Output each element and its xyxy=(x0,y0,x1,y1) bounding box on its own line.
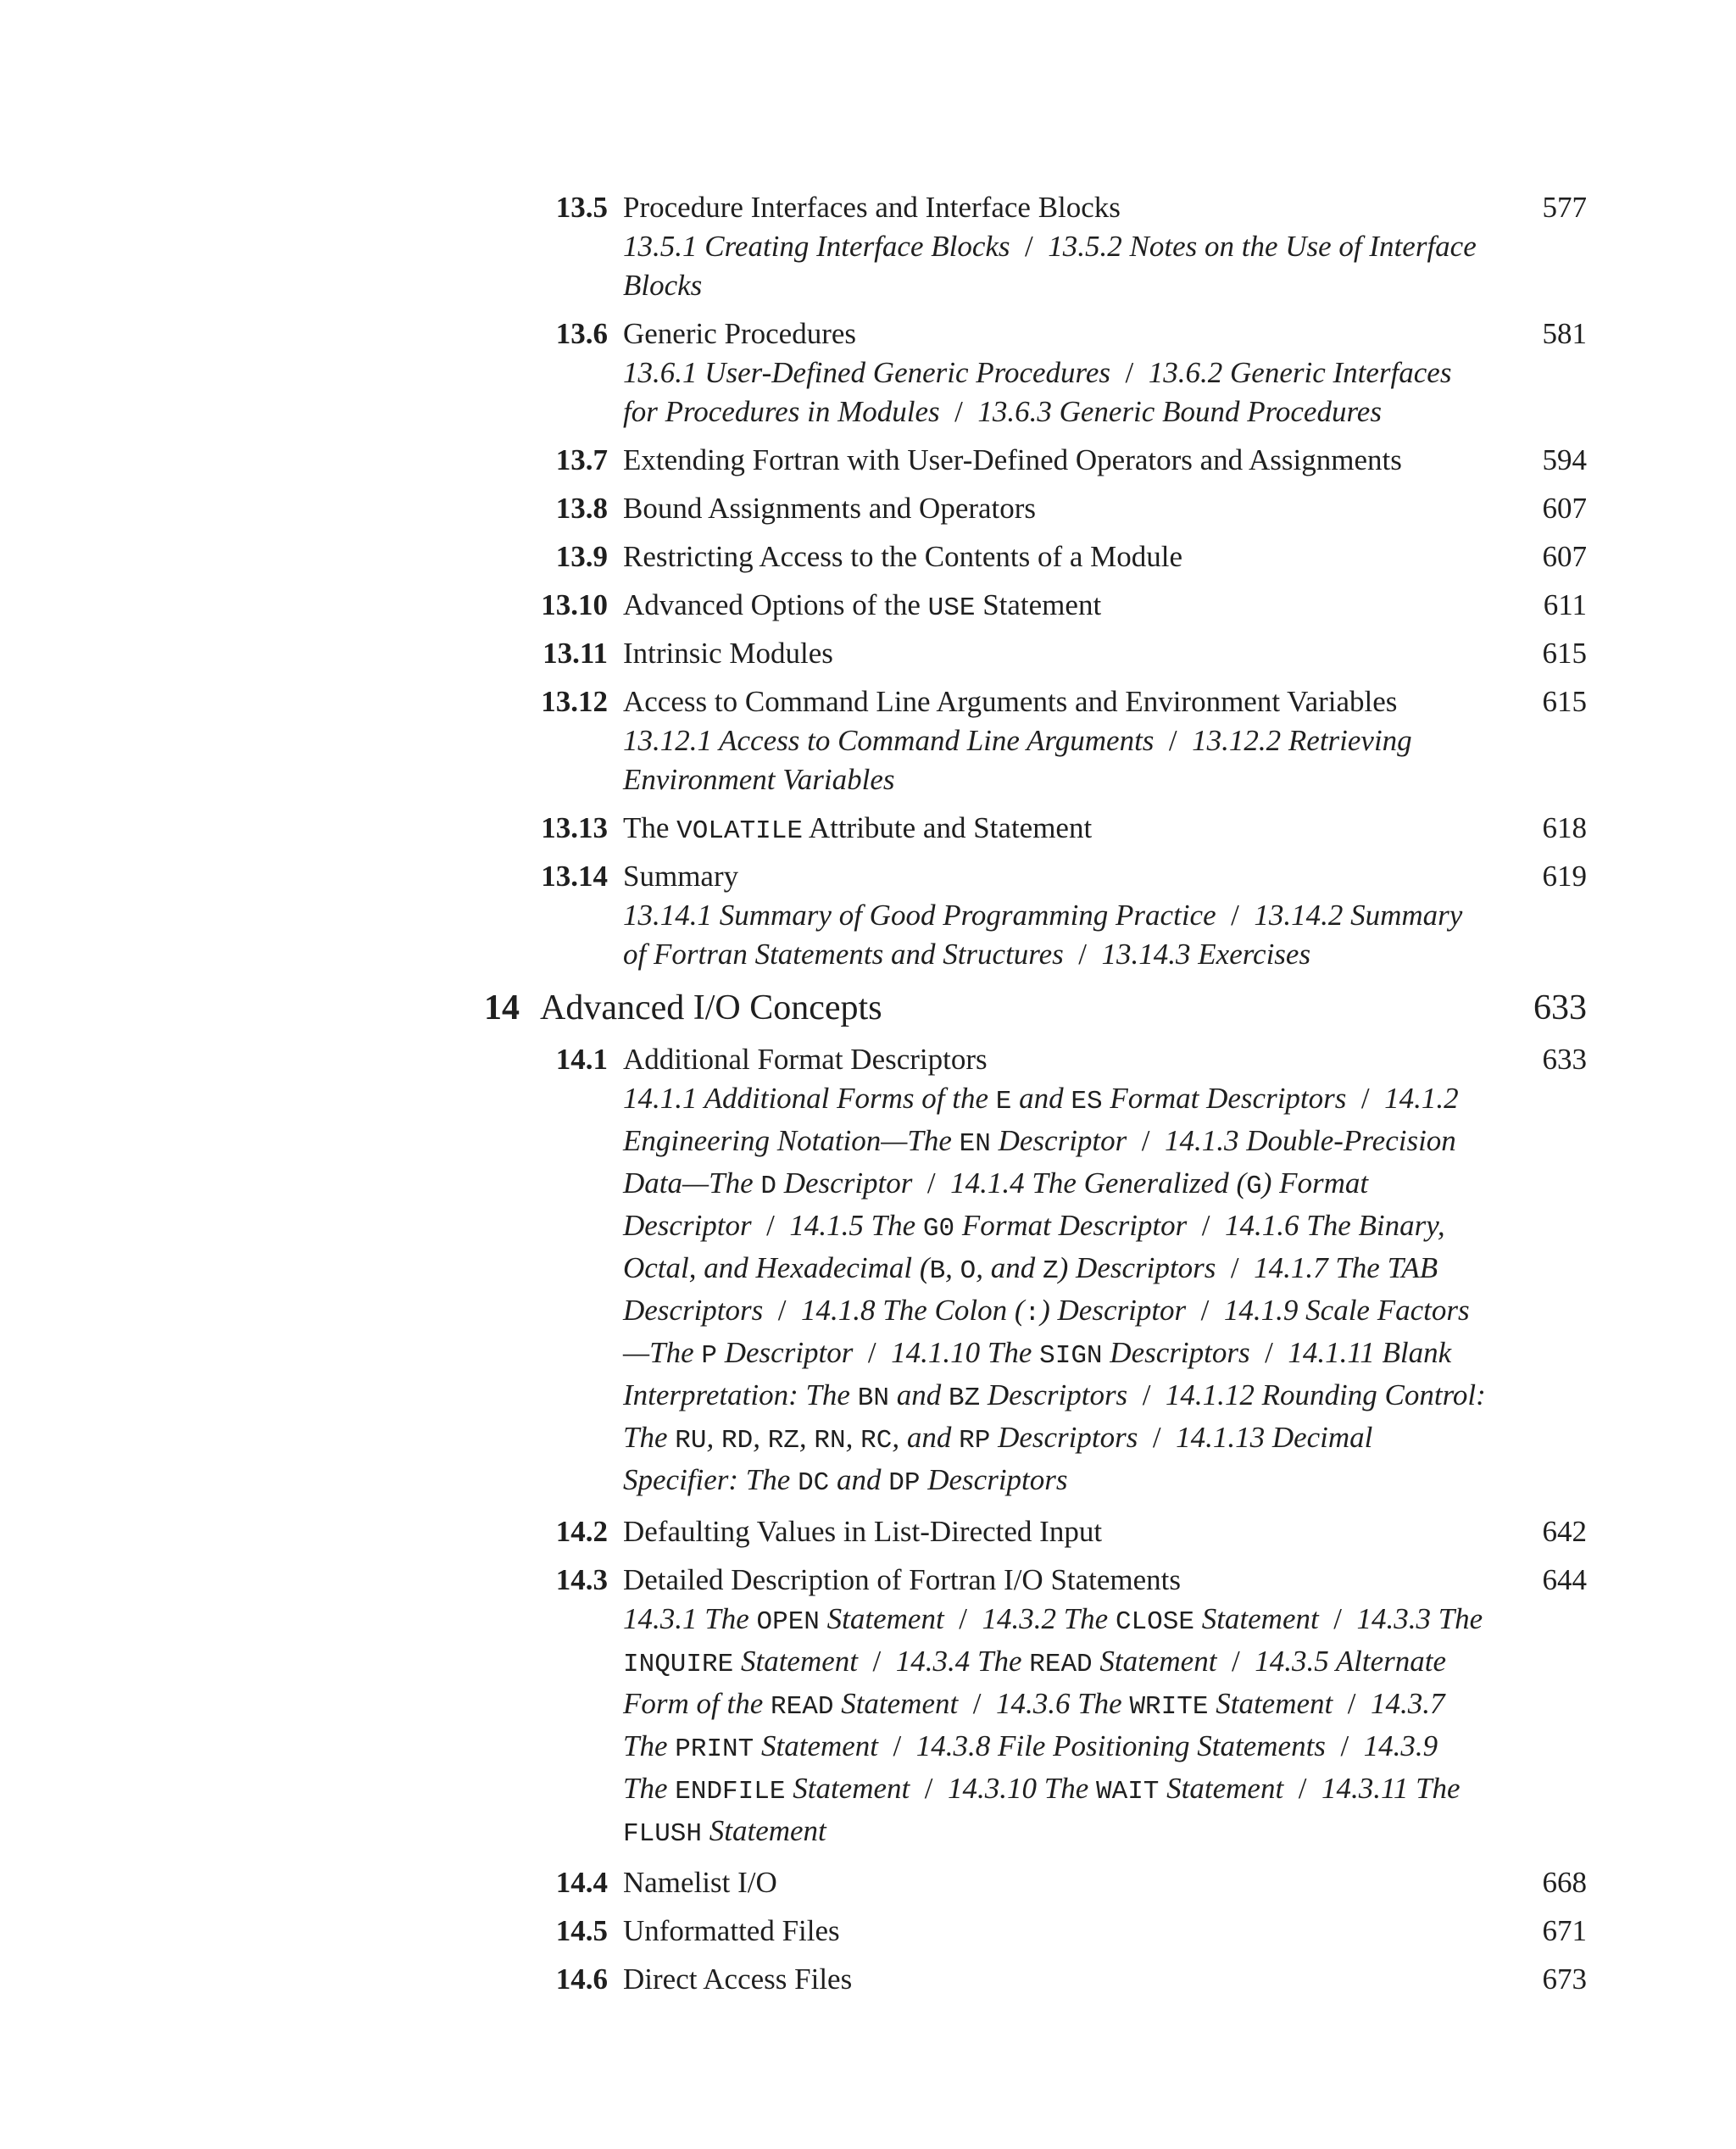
subsection-text: 13.14.2 Summary of Fortran Statements and Structures xyxy=(623,899,1463,971)
subsection-text: and xyxy=(829,1463,889,1496)
subsection-text: ) Descriptors xyxy=(1058,1251,1216,1284)
toc-heading-row xyxy=(0,489,1736,528)
page-number: 668 xyxy=(1542,1866,1587,1899)
code-term: Z xyxy=(1043,1256,1059,1286)
subsection-text: Statement xyxy=(754,1729,879,1762)
subsection-separator: / xyxy=(912,1166,951,1200)
title-text: The xyxy=(623,811,677,844)
subsection-text: 14.1.9 Scale Factors—The xyxy=(623,1294,1470,1369)
section-number: 14.1 xyxy=(555,1043,608,1076)
subsection-text: 13.6.2 Generic Interfaces for Procedures in Modules xyxy=(623,356,1452,428)
code-term: PRINT xyxy=(675,1734,754,1764)
subsection-text: 14.3.4 The xyxy=(895,1645,1030,1678)
toc-section[interactable] xyxy=(0,1863,1736,1902)
subsection-text: 14.1.2 Engineering Notation—The xyxy=(623,1082,1459,1157)
subsection-text: 13.14.3 Exercises xyxy=(1101,938,1311,971)
section-number: 14.4 xyxy=(555,1866,608,1899)
table-of-contents xyxy=(0,188,1736,2008)
subsection-separator: / xyxy=(1216,899,1255,932)
subsection-text: 14.1.7 The TAB Descriptors xyxy=(623,1251,1438,1327)
code-term: DP xyxy=(888,1468,921,1498)
section-title xyxy=(623,1561,1181,1600)
subsection-item[interactable] xyxy=(623,1082,1346,1115)
code-term: RN xyxy=(814,1426,846,1456)
code-term: WAIT xyxy=(1096,1777,1160,1807)
page-number: 633 xyxy=(1542,1043,1587,1076)
section-title xyxy=(623,1863,777,1902)
section-number: 13.13 xyxy=(541,811,608,844)
subsection-separator: / xyxy=(1127,1124,1166,1157)
section-number: 13.8 xyxy=(555,492,608,525)
toc-heading-row xyxy=(0,682,1736,721)
title-text: Intrinsic Modules xyxy=(623,637,833,670)
toc-section[interactable] xyxy=(0,441,1736,480)
page-number: 673 xyxy=(1542,1962,1587,1996)
toc-heading-row xyxy=(0,1561,1736,1600)
subsection-separator: / xyxy=(878,1729,916,1762)
toc-heading-row xyxy=(0,1863,1736,1902)
subsection-text: , xyxy=(945,1251,960,1284)
subsection-item[interactable] xyxy=(623,724,1154,757)
toc-heading-row xyxy=(0,1040,1736,1079)
code-term: RU xyxy=(675,1426,707,1456)
subsection-item[interactable] xyxy=(916,1729,1326,1762)
subsection-separator: / xyxy=(1216,1645,1255,1678)
code-term: CLOSE xyxy=(1115,1607,1194,1637)
page-number: 594 xyxy=(1542,443,1587,476)
subsection-separator: / xyxy=(943,1602,982,1635)
toc-section[interactable] xyxy=(0,1561,1736,1854)
title-text: Procedure Interfaces and Interface Blocks xyxy=(623,191,1121,224)
subsection-text: 14.3.8 File Positioning Statements xyxy=(915,1729,1326,1762)
subsection-text: 13.5.1 Creating Interface Blocks xyxy=(623,230,1010,263)
toc-section[interactable] xyxy=(0,1960,1736,1999)
title-text: Access to Command Line Arguments and Environment Variables xyxy=(623,685,1398,718)
toc-heading-row xyxy=(0,188,1736,227)
title-text: Extending Fortran with User-Defined Operators and Assignments xyxy=(623,443,1402,476)
subsection-text: 14.1.4 The Generalized ( xyxy=(950,1166,1247,1200)
code-term: ENDFILE xyxy=(675,1777,786,1807)
subsection-text: 13.5.2 Notes on the Use of Interface Blocks xyxy=(623,230,1477,302)
section-title xyxy=(623,1960,852,1999)
toc-section[interactable] xyxy=(0,809,1736,848)
subsection-separator: / xyxy=(1325,1729,1364,1762)
code-term: BZ xyxy=(948,1383,981,1413)
section-number: 13.5 xyxy=(555,191,608,224)
page-number: 633 xyxy=(1533,988,1587,1027)
subsection-text: 14.1.13 Decimal Specifier: The xyxy=(623,1421,1373,1496)
section-number: 13.14 xyxy=(541,860,608,893)
subsection-item[interactable] xyxy=(801,1294,1186,1327)
subsection-item[interactable] xyxy=(896,1645,1217,1678)
subsection-text: 14.3.9 The xyxy=(623,1729,1438,1805)
section-number: 13.6 xyxy=(555,317,608,350)
title-text: Restricting Access to the Contents of a Module xyxy=(623,540,1183,573)
subsection-text: Statement xyxy=(819,1602,944,1635)
subsection-text: 14.1.8 The Colon ( xyxy=(801,1294,1025,1327)
page-number: 607 xyxy=(1542,492,1587,525)
section-title xyxy=(623,188,1121,227)
section-title xyxy=(623,1912,840,1951)
section-number: 14.2 xyxy=(555,1515,608,1548)
code-term: OPEN xyxy=(756,1607,820,1637)
code-term: DC xyxy=(798,1468,830,1498)
code-term: P xyxy=(701,1341,717,1371)
subsection-separator: / xyxy=(853,1336,892,1369)
section-number: 13.7 xyxy=(555,443,608,476)
code-term: EN xyxy=(959,1129,991,1159)
toc-section[interactable] xyxy=(0,586,1736,625)
subsection-separator: / xyxy=(1187,1209,1225,1242)
subsection-item[interactable] xyxy=(948,1772,1283,1805)
subsection-separator: / xyxy=(1333,1687,1371,1720)
subsection-text: Statement xyxy=(1208,1687,1333,1720)
title-text: Direct Access Files xyxy=(623,1962,853,1996)
section-title xyxy=(623,682,1397,721)
subsection-text: 14.1.1 Additional Forms of the xyxy=(623,1082,996,1115)
toc-section[interactable] xyxy=(0,1512,1736,1551)
subsection-separator: / xyxy=(1010,230,1049,263)
toc-chapter[interactable] xyxy=(0,983,1736,1033)
toc-section[interactable] xyxy=(0,634,1736,673)
page-number: 671 xyxy=(1542,1914,1587,1947)
page-number: 618 xyxy=(1542,811,1587,844)
subsection-separator: / xyxy=(1154,724,1193,757)
subsection-item[interactable] xyxy=(982,1602,1318,1635)
code-term: G0 xyxy=(922,1214,955,1244)
section-title xyxy=(623,634,833,673)
subsection-text: Statement xyxy=(733,1645,859,1678)
title-text: Bound Assignments and Operators xyxy=(623,492,1037,525)
subsection-text: Descriptors xyxy=(1102,1336,1250,1369)
subsection-text: 14.3.1 The xyxy=(623,1602,757,1635)
subsection-text: Descriptor xyxy=(716,1336,854,1369)
subsection-text: 14.1.6 The Binary, Octal, and Hexadecimal ( xyxy=(623,1209,1445,1284)
title-text: Unformatted Files xyxy=(623,1914,840,1947)
title-text: Summary xyxy=(623,860,739,893)
section-title xyxy=(623,489,1036,528)
subsection-item[interactable] xyxy=(996,1687,1333,1720)
title-text: Detailed Description of Fortran I/O Statements xyxy=(623,1563,1182,1596)
subsection-text: Statement xyxy=(833,1687,959,1720)
subsection-text: 13.6.1 User-Defined Generic Procedures xyxy=(623,356,1111,389)
toc-section[interactable] xyxy=(0,1040,1736,1503)
subsection-text: Statement xyxy=(1159,1772,1284,1805)
page-number: 581 xyxy=(1542,317,1587,350)
code-term: SIGN xyxy=(1039,1341,1103,1371)
page-number: 619 xyxy=(1542,860,1587,893)
subsection-text: , and xyxy=(892,1421,960,1454)
subsection-separator: / xyxy=(1186,1294,1224,1327)
subsection-list xyxy=(623,721,1488,799)
code-term: WRITE xyxy=(1129,1692,1209,1722)
subsection-text: ) Format Descriptor xyxy=(623,1166,1369,1242)
subsection-text: 14.3.2 The xyxy=(982,1602,1116,1635)
code-term: RC xyxy=(860,1426,893,1456)
subsection-text: , xyxy=(706,1421,721,1454)
subsection-list xyxy=(623,1600,1488,1854)
subsection-text: and xyxy=(1011,1082,1071,1115)
code-term: USE xyxy=(927,593,976,623)
subsection-text: , xyxy=(845,1421,861,1454)
toc-heading-row xyxy=(0,1912,1736,1951)
subsection-item[interactable] xyxy=(1102,938,1311,971)
subsection-text: and xyxy=(888,1378,949,1411)
subsection-separator: / xyxy=(858,1645,896,1678)
subsection-separator: / xyxy=(1138,1421,1177,1454)
subsection-text: Descriptor xyxy=(776,1166,913,1200)
code-term: E xyxy=(995,1087,1012,1116)
page-number: 615 xyxy=(1542,685,1587,718)
subsection-text: 13.12.2 Retrieving Environment Variables xyxy=(623,724,1412,796)
subsection-text: Format Descriptors xyxy=(1102,1082,1347,1115)
title-text: Statement xyxy=(975,588,1102,621)
subsection-separator: / xyxy=(763,1294,802,1327)
subsection-item[interactable] xyxy=(789,1209,1187,1242)
subsection-separator: / xyxy=(1249,1336,1288,1369)
subsection-text: 14.3.11 The xyxy=(1321,1772,1461,1805)
code-term: B xyxy=(929,1256,946,1286)
subsection-list xyxy=(623,1079,1488,1503)
code-term: RP xyxy=(959,1426,991,1456)
subsection-text: Statement xyxy=(785,1772,910,1805)
subsection-text: , xyxy=(798,1421,815,1454)
code-term: BN xyxy=(857,1383,889,1413)
toc-heading-row xyxy=(0,1512,1736,1551)
section-number: 13.9 xyxy=(555,540,608,573)
page-number: 611 xyxy=(1543,588,1587,621)
toc-heading-row xyxy=(0,1960,1736,1999)
subsection-item[interactable] xyxy=(623,356,1110,389)
code-term: INQUIRE xyxy=(623,1650,734,1679)
subsection-item[interactable] xyxy=(977,395,1382,428)
section-number: 13.11 xyxy=(542,637,608,670)
section-title xyxy=(623,441,1402,480)
subsection-list xyxy=(623,354,1488,431)
subsection-text: Statement xyxy=(702,1814,826,1847)
toc-heading-row xyxy=(0,586,1736,625)
page-number: 644 xyxy=(1542,1563,1587,1596)
subsection-separator: / xyxy=(910,1772,948,1805)
toc-heading-row xyxy=(0,809,1736,848)
toc-section[interactable] xyxy=(0,682,1736,799)
toc-section[interactable] xyxy=(0,857,1736,974)
title-text: Namelist I/O xyxy=(623,1866,777,1899)
toc-heading-row xyxy=(0,634,1736,673)
subsection-text: Statement xyxy=(1194,1602,1319,1635)
subsection-list xyxy=(623,227,1488,305)
subsection-separator: / xyxy=(1127,1378,1166,1411)
subsection-separator: / xyxy=(1216,1251,1255,1284)
code-term: RZ xyxy=(767,1426,799,1456)
code-term: ES xyxy=(1071,1087,1103,1116)
subsection-text: 13.14.1 Summary of Good Programming Practice xyxy=(623,899,1216,932)
section-title xyxy=(623,809,1092,851)
section-title xyxy=(623,537,1182,576)
section-title xyxy=(623,315,856,354)
subsection-text: Descriptors xyxy=(990,1421,1138,1454)
toc-section[interactable] xyxy=(0,188,1736,305)
subsection-text: 14.1.5 The xyxy=(789,1209,923,1242)
subsection-separator: / xyxy=(751,1209,790,1242)
subsection-text: , and xyxy=(976,1251,1043,1284)
toc-section[interactable] xyxy=(0,537,1736,576)
title-text: Additional Format Descriptors xyxy=(623,1043,988,1076)
page-number: 615 xyxy=(1542,637,1587,670)
subsection-text: 14.3.3 The xyxy=(1356,1602,1483,1635)
section-title xyxy=(623,1512,1102,1551)
code-term: : xyxy=(1024,1299,1041,1328)
subsection-text: 14.1.3 Double-Precision Data—The xyxy=(623,1124,1456,1200)
subsection-text: Descriptors xyxy=(920,1463,1068,1496)
section-number: 14 xyxy=(484,988,520,1027)
subsection-text: 14.3.6 The xyxy=(995,1687,1130,1720)
section-number: 14.3 xyxy=(555,1563,608,1596)
subsection-text: 14.1.12 Rounding Control: The xyxy=(623,1378,1486,1454)
subsection-text: 14.1.10 The xyxy=(891,1336,1040,1369)
subsection-text: 13.12.1 Access to Command Line Arguments xyxy=(623,724,1155,757)
title-text: Advanced I/O Concepts xyxy=(540,988,882,1027)
subsection-item[interactable] xyxy=(623,230,1010,263)
subsection-separator: / xyxy=(939,395,978,428)
toc-heading-row xyxy=(0,441,1736,480)
subsection-item[interactable] xyxy=(623,1602,944,1635)
title-text: Advanced Options of the xyxy=(623,588,928,621)
code-term: FLUSH xyxy=(623,1819,703,1849)
title-text: Generic Procedures xyxy=(623,317,857,350)
toc-heading-row xyxy=(0,983,1736,1033)
title-text: Defaulting Values in List-Directed Input xyxy=(623,1515,1103,1548)
subsection-text: Descriptors xyxy=(980,1378,1128,1411)
toc-section[interactable] xyxy=(0,1912,1736,1951)
section-number: 13.12 xyxy=(541,685,608,718)
subsection-text: 14.3.10 The xyxy=(948,1772,1096,1805)
code-term: D xyxy=(760,1172,776,1201)
subsection-text: 14.3.7 The xyxy=(623,1687,1445,1762)
section-title xyxy=(623,857,738,896)
section-title xyxy=(623,586,1101,628)
page-number: 577 xyxy=(1542,191,1587,224)
subsection-separator: / xyxy=(1283,1772,1321,1805)
section-title xyxy=(540,983,882,1033)
subsection-separator: / xyxy=(1346,1082,1385,1115)
subsection-text: , xyxy=(753,1421,768,1454)
code-term: READ xyxy=(1029,1650,1093,1679)
code-term: RD xyxy=(721,1426,754,1456)
toc-heading-row xyxy=(0,537,1736,576)
section-number: 13.10 xyxy=(541,588,608,621)
code-term: VOLATILE xyxy=(676,816,803,846)
subsection-list xyxy=(623,896,1488,974)
subsection-text: 14.3.5 Alternate Form of the xyxy=(623,1645,1447,1720)
subsection-text: Format Descriptor xyxy=(954,1209,1188,1242)
subsection-separator: / xyxy=(1110,356,1149,389)
code-term: O xyxy=(960,1256,976,1286)
subsection-item[interactable] xyxy=(891,1336,1249,1369)
subsection-text: Descriptor xyxy=(990,1124,1127,1157)
section-title xyxy=(623,1040,988,1079)
subsection-item[interactable] xyxy=(623,899,1216,932)
subsection-text: ) Descriptor xyxy=(1040,1294,1187,1327)
subsection-text: 13.6.3 Generic Bound Procedures xyxy=(977,395,1382,428)
subsection-text: 14.1.11 Blank Interpretation: The xyxy=(623,1336,1452,1411)
page-number: 642 xyxy=(1542,1515,1587,1548)
subsection-separator: / xyxy=(1318,1602,1357,1635)
toc-section[interactable] xyxy=(0,489,1736,528)
subsection-text: Statement xyxy=(1092,1645,1217,1678)
toc-section[interactable] xyxy=(0,315,1736,431)
toc-heading-row xyxy=(0,315,1736,354)
code-term: READ xyxy=(771,1692,834,1722)
page-number: 607 xyxy=(1542,540,1587,573)
subsection-separator: / xyxy=(958,1687,996,1720)
section-number: 14.6 xyxy=(555,1962,608,1996)
code-term: G xyxy=(1246,1172,1262,1201)
title-text: Attribute and Statement xyxy=(803,811,1093,844)
subsection-separator: / xyxy=(1063,938,1102,971)
section-number: 14.5 xyxy=(555,1914,608,1947)
toc-heading-row xyxy=(0,857,1736,896)
